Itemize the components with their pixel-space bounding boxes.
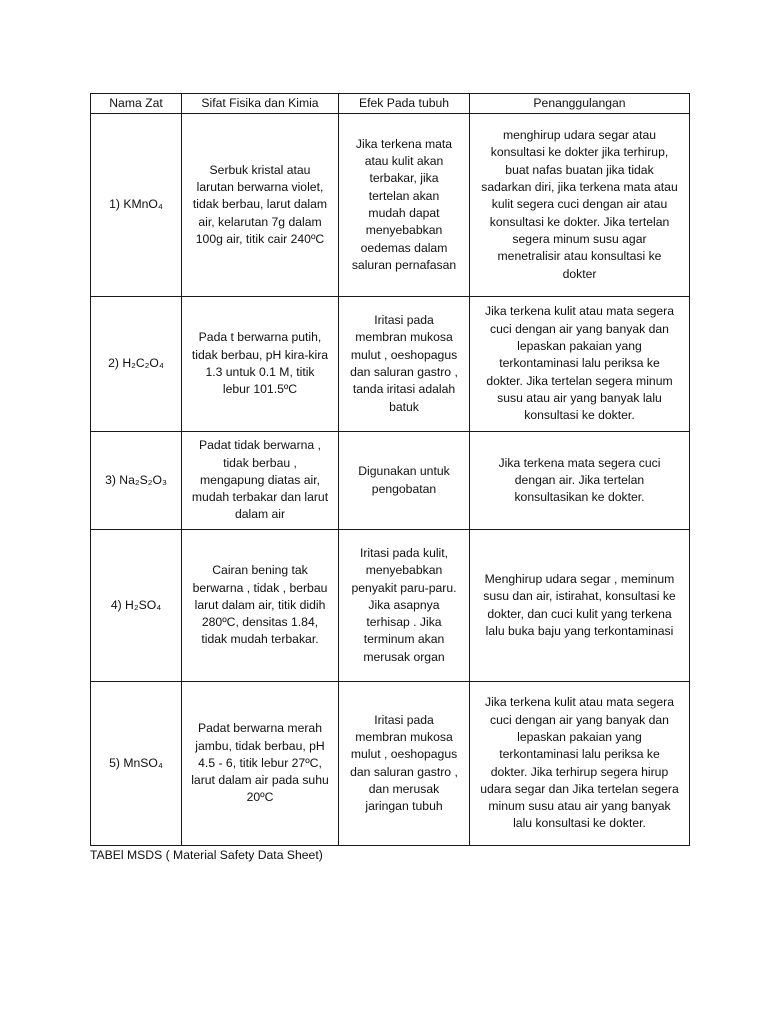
effects-cell: Iritasi pada membran mukosa mulut , oeshopagus dan saluran gastro , dan merusak jaringan tubuh [339,682,470,846]
substance-name-cell: 4) H₂SO₄ [91,530,182,682]
effects-cell: Iritasi pada membran mukosa mulut , oeshopagus dan saluran gastro , tanda iritasi adalah batuk [339,297,470,432]
substance-name-cell: 1) KMnO₄ [91,114,182,297]
table-header [91,94,690,114]
substance-name-cell: 5) MnSO₄ [91,682,182,846]
header-sifat-fisika-kimia: Sifat Fisika dan Kimia [182,94,339,114]
handling-cell: Jika terkena mata segera cuci dengan air. Jika tertelan konsultasikan ke dokter. [470,432,690,530]
table-caption: TABEl MSDS ( Material Safety Data Sheet) [90,848,323,862]
table-body [91,114,690,846]
table-row [91,682,690,846]
handling-cell: Menghirup udara segar , meminum susu dan air, istirahat, konsultasi ke dokter, dan cuci kulit yang terkena lalu buka baju yang terkontaminasi [470,530,690,682]
substance-name-cell: 2) H₂C₂O₄ [91,297,182,432]
properties-cell: Padat tidak berwarna , tidak berbau , mengapung diatas air, mudah terbakar dan larut dalam air [182,432,339,530]
table-row [91,114,690,297]
properties-cell: Cairan bening tak berwarna , tidak , berbau larut dalam air, titik didih 280ºC, densitas 1.84, tidak mudah terbakar. [182,530,339,682]
effects-cell: Jika terkena mata atau kulit akan terbakar, jika tertelan akan mudah dapat menyebabkan oedemas dalam saluran pernafasan [339,114,470,297]
header-efek-pada-tubuh: Efek Pada tubuh [339,94,470,114]
handling-cell: menghirup udara segar atau konsultasi ke dokter jika terhirup, buat nafas buatan jika tidak sadarkan diri, jika terkena mata atau kulit segera cuci dengan air atau konsultasi ke dokter. Jika tertelan segera minum susu agar menetralisir atau konsultasi ke dokter [470,114,690,297]
header-row [91,94,690,114]
handling-cell: Jika terkena kulit atau mata segera cuci dengan air yang banyak dan lepaskan pakaian yang terkontaminasi lalu periksa ke dokter. Jika tertelan segera minum susu atau air yang banyak lalu konsultasi ke dokter. [470,297,690,432]
table-row [91,432,690,530]
msds-table [90,93,690,846]
header-nama-zat: Nama Zat [91,94,182,114]
handling-cell: Jika terkena kulit atau mata segera cuci dengan air yang banyak dan lepaskan pakaian yang terkontaminasi lalu periksa ke dokter. Jika terhirup segera hirup udara segar dan Jika tertelan segera minum susu atau air yang banyak lalu konsultasi ke dokter. [470,682,690,846]
header-penanggulangan: Penanggulangan [470,94,690,114]
effects-cell: Iritasi pada kulit, menyebabkan penyakit paru-paru. Jika asapnya terhisap . Jika terminum akan merusak organ [339,530,470,682]
properties-cell: Serbuk kristal atau larutan berwarna violet, tidak berbau, larut dalam air, kelarutan 7g dalam 100g air, titik cair 240ºC [182,114,339,297]
properties-cell: Pada t berwarna putih, tidak berbau, pH kira-kira 1.3 untuk 0.1 M, titik lebur 101.5ºC [182,297,339,432]
properties-cell: Padat berwarna merah jambu, tidak berbau, pH 4.5 - 6, titik lebur 27ºC, larut dalam air pada suhu 20ºC [182,682,339,846]
table-row [91,297,690,432]
table-row [91,530,690,682]
substance-name-cell: 3) Na₂S₂O₃ [91,432,182,530]
effects-cell: Digunakan untuk pengobatan [339,432,470,530]
